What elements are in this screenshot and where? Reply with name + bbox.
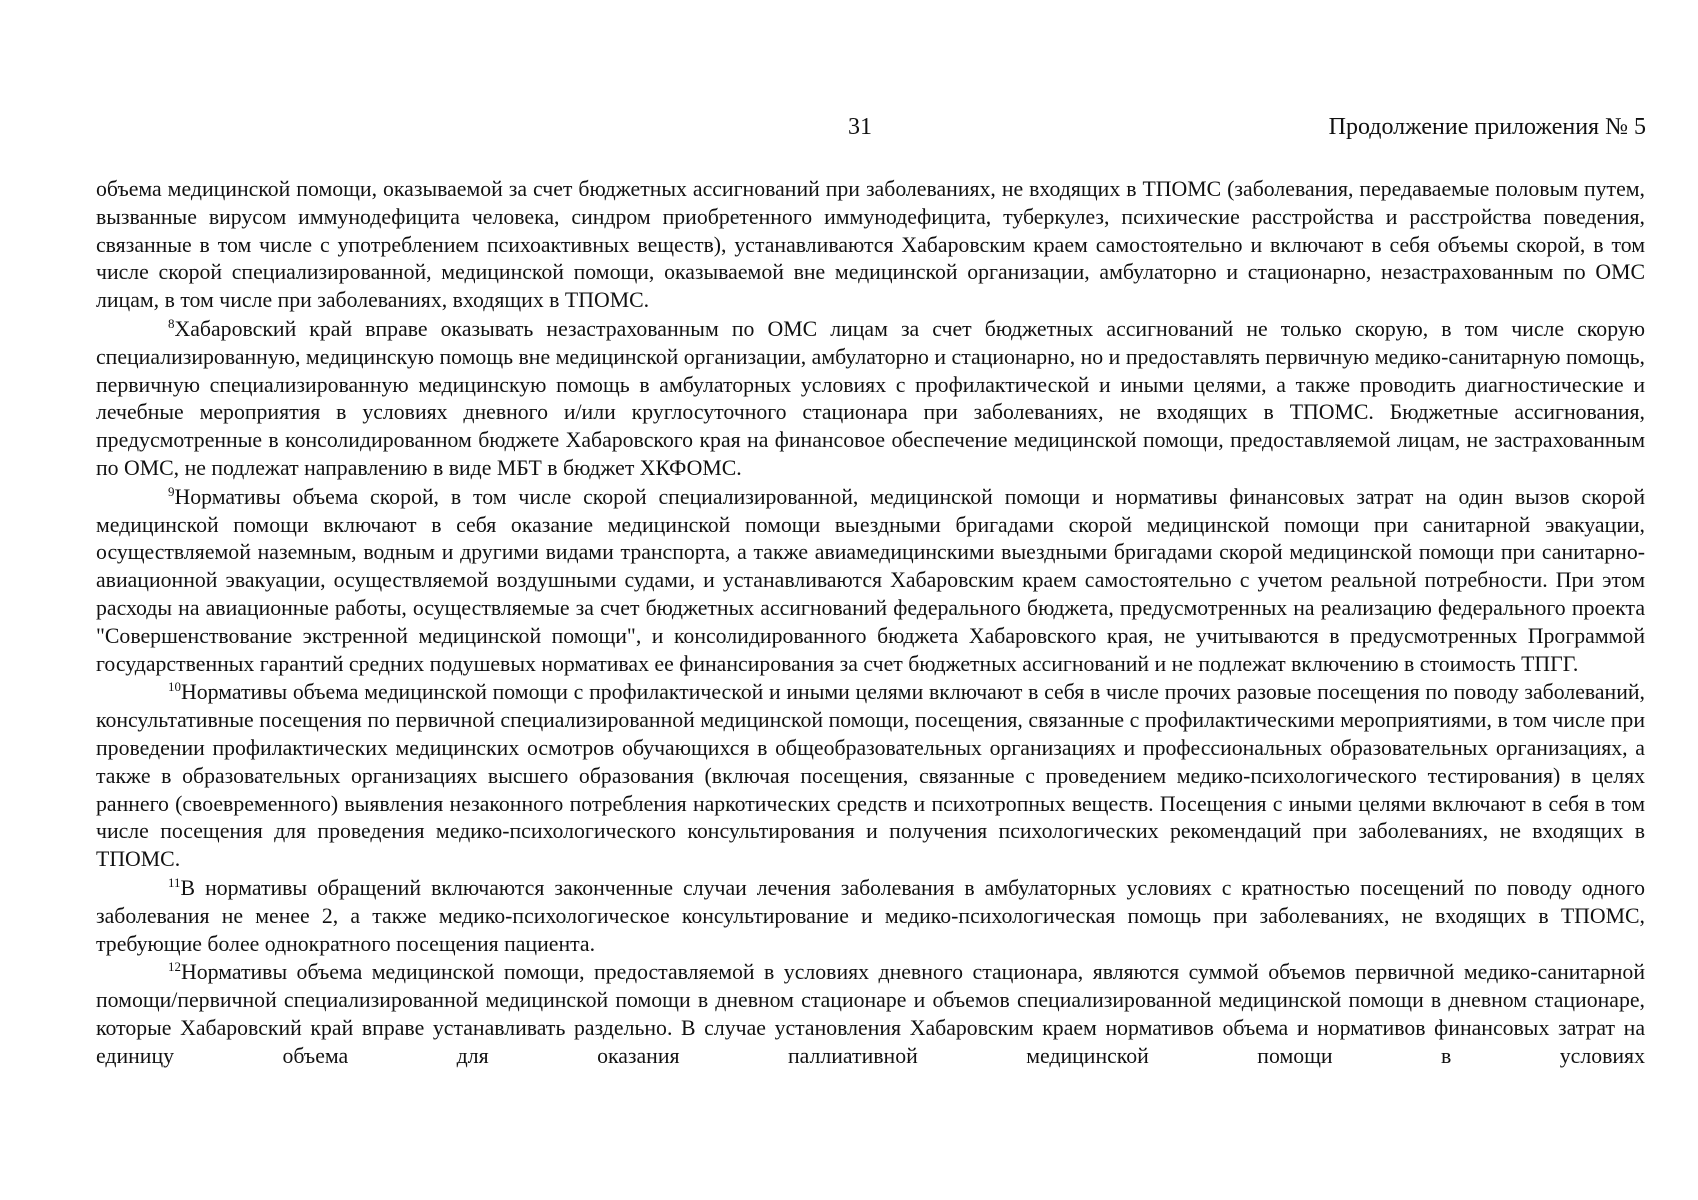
page-number: 31: [848, 114, 872, 140]
footnote-marker: 10: [168, 679, 181, 695]
footnote-marker: 8: [168, 315, 175, 331]
footnote-paragraph-10: [96, 679, 1645, 874]
footnote-paragraph-12: [96, 959, 1645, 1070]
footnote-marker: 9: [168, 483, 175, 499]
footnote-paragraph-9: [96, 484, 1645, 679]
paragraph-text: объема медицинской помощи, оказываемой за счет бюджетных ассигнований при заболеваниях, не входящих в ТПОМС (заболевания, передаваемые половым путем, вызванные вирусом иммунодефицита человека, синдром приобретенного иммунодефицита, туберкулез, психические расстройства и расстройства поведения, связанные в том числе с употреблением психоактивных веществ), устанавливаются Хабаровским краем самостоятельно и включают в себя объемы скорой, в том числе скорой специализированной, медицинской помощи, оказываемой вне медицинской организации, амбулаторно и стационарно, незастрахованным по ОМС лицам, в том числе при заболеваниях, входящих в ТПОМС.: [96, 177, 1645, 313]
paragraph-text: Нормативы объема медицинской помощи, предоставляемой в условиях дневного стационара, являются суммой объемов первичной медико-санитарной помощи/первичной специализированной медицинской помощи в дневном стационаре и объемов специализированной медицинской помощи в дневном стационаре, которые Хабаровский край вправе устанавливать раздельно. В случае установления Хабаровским краем нормативов объема и нормативов финансовых затрат на единицу объема для оказания паллиативной медицинской помощи в условиях: [96, 960, 1645, 1068]
paragraph-text: Нормативы объема скорой, в том числе скорой специализированной, медицинской помощи и нормативы финансовых затрат на один вызов скорой медицинской помощи включают в себя оказание медицинской помощи выездными бригадами скорой медицинской помощи при санитарной эвакуации, осуществляемой наземным, водным и другими видами транспорта, а также авиамедицинскими выездными бригадами скорой медицинской помощи при санитарно-авиационной эвакуации, осуществляемой воздушными судами, и устанавливаются Хабаровским краем самостоятельно с учетом реальной потребности. При этом расходы на авиационные работы, осуществляемые за счет бюджетных ассигнований федерального бюджета, предусмотренных на реализацию федерального проекта "Совершенствование экстренной медицинской помощи", и консолидированного бюджета Хабаровского края, не учитываются в предусмотренных Программой государственных гарантий средних подушевых нормативах ее финансирования за счет бюджетных ассигнований и не подлежат включению в стоимость ТПГГ.: [96, 484, 1645, 676]
paragraph-text: Хабаровский край вправе оказывать незастрахованным по ОМС лицам за счет бюджетных ассигнований не только скорую, в том числе скорую специализированную, медицинскую помощь вне медицинской организации, амбулаторно и стационарно, но и предоставлять первичную медико-санитарную помощь, первичную специализированную медицинскую помощь в амбулаторных условиях с профилактической и иными целями, а также проводить диагностические и лечебные мероприятия в условиях дневного и/или круглосуточного стационара при заболеваниях, не входящих в ТПОМС. Бюджетные ассигнования, предусмотренные в консолидированном бюджете Хабаровского края на финансовое обеспечение медицинской помощи, предоставляемой лицам, не застрахованным по ОМС, не подлежат направлению в виде МБТ в бюджет ХКФОМС.: [96, 316, 1645, 480]
footnote-marker: 12: [168, 959, 181, 975]
footnote-paragraph-8: [96, 316, 1645, 483]
footnote-paragraph-11: [96, 875, 1645, 958]
paragraph-text: В нормативы обращений включаются законченные случаи лечения заболевания в амбулаторных условиях с кратностью посещений по поводу одного заболевания не менее 2, а также медико-психологическое консультирование и медико-психологическая помощь при заболеваниях, не входящих в ТПОМС, требующие более однократного посещения пациента.: [96, 875, 1645, 956]
paragraph-text: Нормативы объема медицинской помощи с профилактической и иными целями включают в себя в числе прочих разовые посещения по поводу заболеваний, консультативные посещения по первичной специализированной медицинской помощи, посещения, связанные с профилактическими мероприятиями, в том числе при проведении профилактических медицинских осмотров обучающихся в общеобразовательных организациях и профессиональных образовательных организациях, а также в образовательных организациях высшего образования (включая посещения, связанные с проведением медико-психологического тестирования) в целях раннего (своевременного) выявления незаконного потребления наркотических средств и психотропных веществ. Посещения с иными целями включают в себя в том числе посещения для проведения медико-психологического консультирования и получения психологических рекомендаций при заболеваниях, не входящих в ТПОМС.: [96, 680, 1645, 872]
appendix-continuation-note: Продолжение приложения № 5: [1328, 114, 1646, 140]
footnote-marker: 11: [168, 874, 181, 890]
paragraph-continuation: [96, 176, 1645, 315]
document-body: [96, 176, 1645, 1072]
